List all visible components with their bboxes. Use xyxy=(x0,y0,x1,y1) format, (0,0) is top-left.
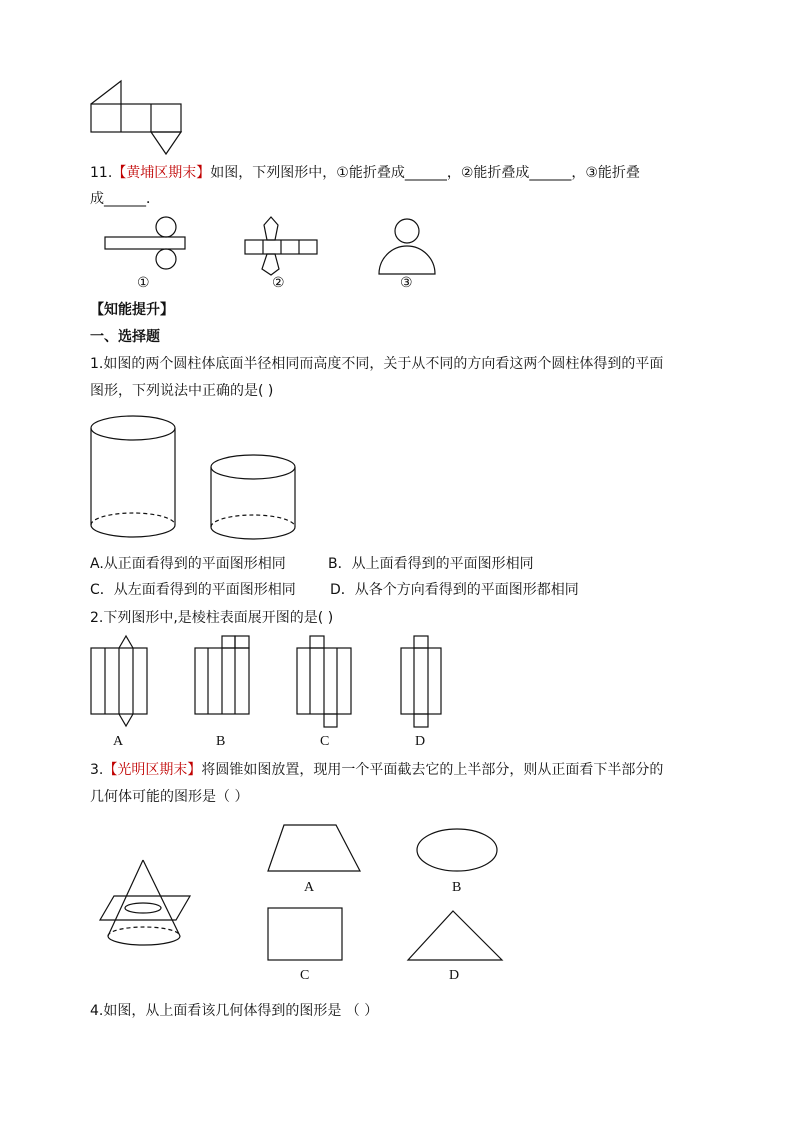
q3-source: 【光明区期末】 xyxy=(103,762,202,778)
q11-text-a: 如图，下列图形中，①能折叠成______，②能折叠成______，③能折叠 xyxy=(210,165,640,181)
q3-number: 3. xyxy=(90,762,104,778)
q3-label-a: A xyxy=(304,880,315,895)
q2-label-c: C xyxy=(320,734,330,749)
q11-label-2: ② xyxy=(272,276,285,291)
q11-line1 xyxy=(90,163,640,183)
q3-option-d-triangle xyxy=(406,909,506,964)
q11-figure-cone-net xyxy=(377,218,447,278)
q2-label-a: A xyxy=(113,734,124,749)
q2-net-d xyxy=(400,634,450,729)
q1-option-c: C．从左面看得到的平面图形相同 xyxy=(90,582,296,598)
top-net-figure xyxy=(88,78,198,158)
q1-short-cylinder xyxy=(210,453,300,543)
q2-text: 2.下列图形中,是棱柱表面展开图的是( ) xyxy=(90,610,334,626)
q11-label-1: ① xyxy=(137,276,150,291)
q2-net-c xyxy=(296,634,356,729)
q3-option-b-ellipse xyxy=(416,826,502,876)
q2-label-b: B xyxy=(216,734,226,749)
q2-label-d: D xyxy=(415,734,426,749)
q4-text: 4.如图，从上面看该几何体得到的图形是 （ ） xyxy=(90,1003,379,1019)
q1-option-d: D．从各个方向看得到的平面图形都相同 xyxy=(330,582,579,598)
q1-option-a: A.从正面看得到的平面图形相同 xyxy=(90,556,286,572)
q11-line2: 成______． xyxy=(90,191,160,207)
q1-tall-cylinder xyxy=(90,414,180,540)
q2-net-b xyxy=(194,634,254,729)
q1-line2: 图形，下列说法中正确的是( ) xyxy=(90,383,274,399)
q11-number: 11. xyxy=(90,165,113,181)
q1-line1: 1.如图的两个圆柱体底面半径相同而高度不同，关于从不同的方向看这两个圆柱体得到的平面 xyxy=(90,356,664,372)
q11-figure-cylinder-net xyxy=(103,215,193,280)
q3-label-c: C xyxy=(300,968,310,983)
q3-label-b: B xyxy=(452,880,462,895)
q3-line2: 几何体可能的图形是（ ） xyxy=(90,789,249,805)
q2-net-a xyxy=(90,634,150,729)
section-subheading: 一、选择题 xyxy=(90,329,160,345)
q3-line1 xyxy=(90,760,663,780)
q3-text-1: 将圆锥如图放置，现用一个平面截去它的上半部分，则从正面看下半部分的 xyxy=(201,762,664,778)
q3-option-a-trapezoid xyxy=(266,823,366,875)
q11-source: 【黄埔区期末】 xyxy=(112,165,211,181)
section-heading: 【知能提升】 xyxy=(90,302,174,318)
q11-label-3: ③ xyxy=(400,276,413,291)
q3-label-d: D xyxy=(449,968,460,983)
q3-cone-figure xyxy=(98,858,198,953)
q3-option-c-rectangle xyxy=(266,906,346,964)
q1-option-b: B．从上面看得到的平面图形相同 xyxy=(328,556,534,572)
q11-figure-prism-net xyxy=(243,215,323,280)
